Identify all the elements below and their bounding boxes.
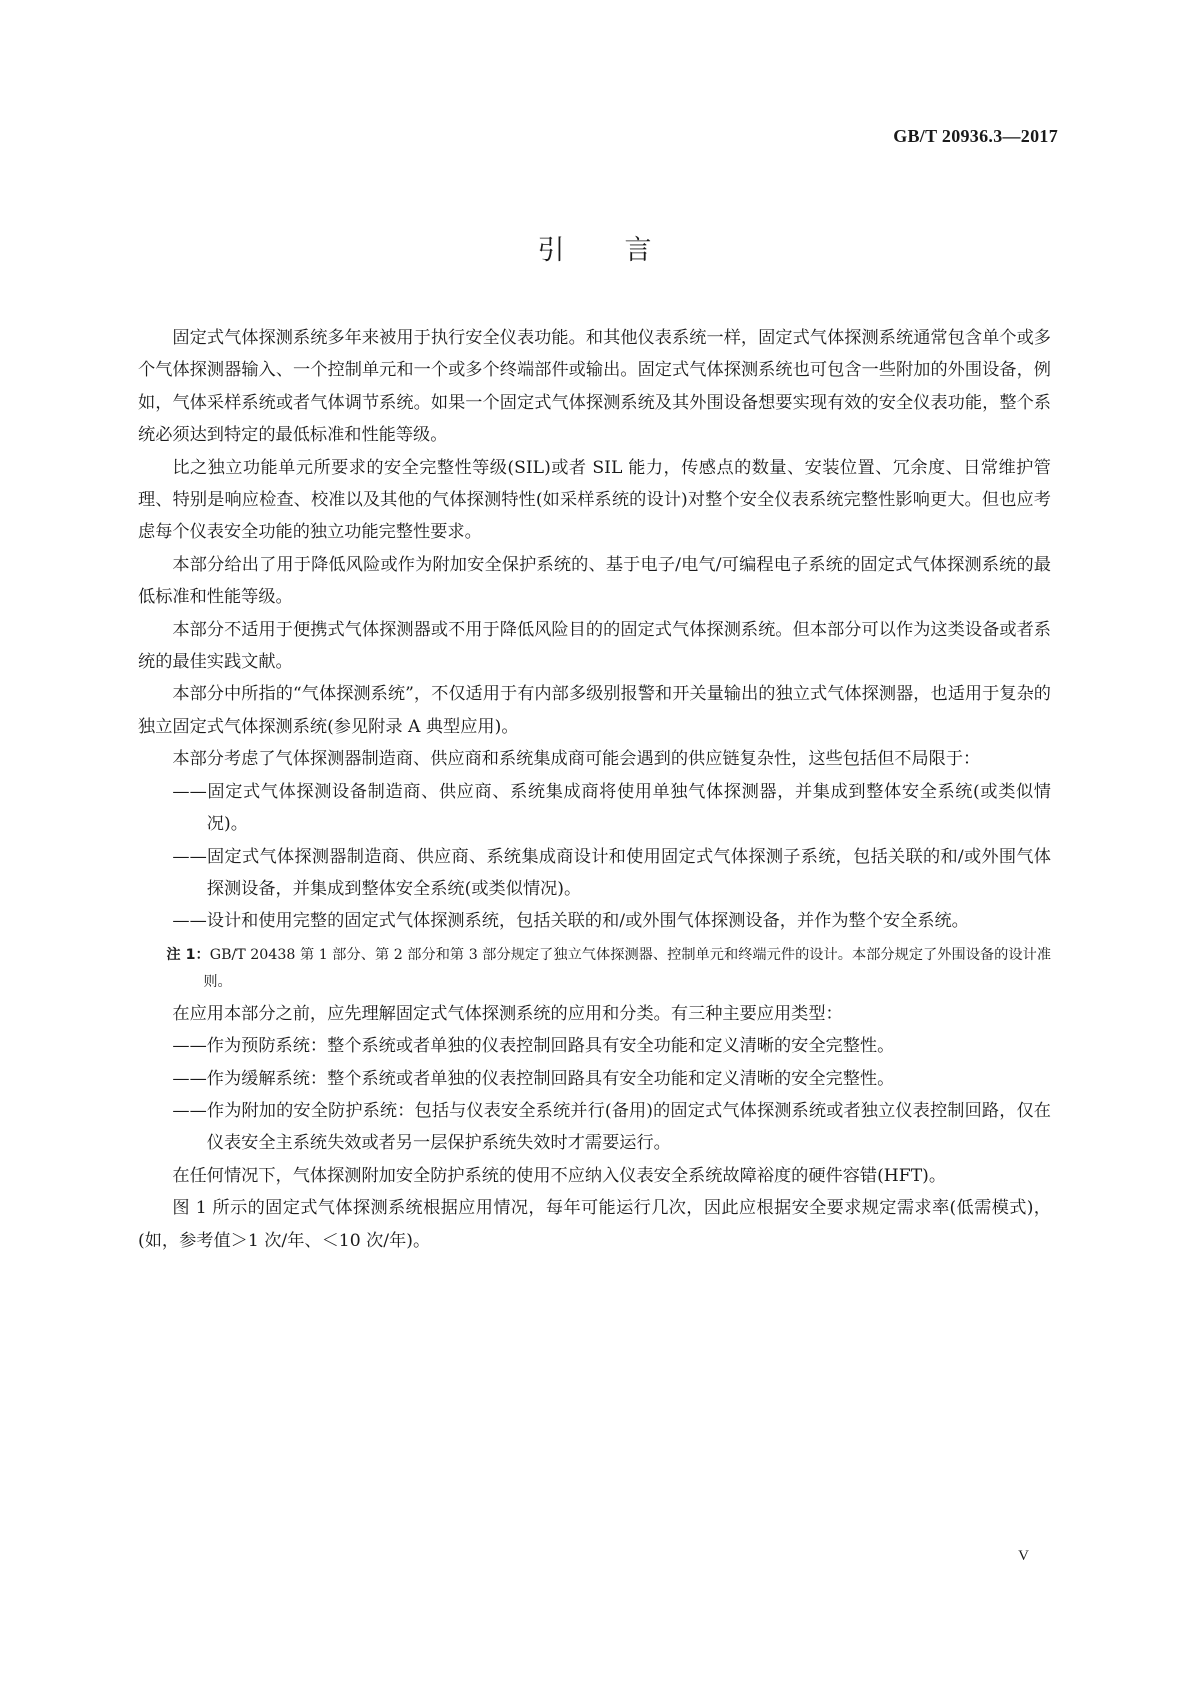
note-label: 注 1： <box>166 946 210 963</box>
paragraph: 在任何情况下，气体探测附加安全防护系统的使用不应纳入仪表安全系统故障裕度的硬件容错(HFT)。 <box>172 1165 947 1186</box>
page-title <box>0 228 1191 267</box>
title-char-2: 言 <box>624 235 654 266</box>
note-text: GB/T 20438 第 1 部分、第 2 部分和第 3 部分规定了独立气体探测器、控制单元和终端元件的设计。本部分规定了外围设备的设计准则。 <box>203 946 1052 990</box>
list-item: ——固定式气体探测器制造商、供应商、系统集成商设计和使用固定式气体探测子系统，包括关联的和/或外围气体探测设备，并集成到整体安全系统(或类似情况)。 <box>172 846 1051 899</box>
paragraph: 图 1 所示的固定式气体探测系统根据应用情况，每年可能运行几次，因此应根据安全要求规定需求率(低需模式)，(如，参考值＞1 次/年、＜10 次/年)。 <box>138 1198 1051 1251</box>
document-body <box>138 322 1051 1257</box>
title-char-1: 引 <box>537 235 567 266</box>
paragraph: 固定式气体探测系统多年来被用于执行安全仪表功能。和其他仪表系统一样，固定式气体探测系统通常包含单个或多个气体探测器输入、一个控制单元和一个或多个终端部件或输出。固定式气体探测系统也可包含一些附加的外围设备，例如，气体采样系统或者气体调节系统。如果一个固定式气体探测系统及其外围设备想要实现有效的安全仪表功能，整个系统必须达到特定的最低标准和性能等级。 <box>138 328 1051 446</box>
list-item: ——设计和使用完整的固定式气体探测系统，包括关联的和/或外围气体探测设备，并作为整个安全系统。 <box>172 911 969 932</box>
paragraph: 比之独立功能单元所要求的安全完整性等级(SIL)或者 SIL 能力，传感点的数量、安装位置、冗余度、日常维护管理、特别是响应检查、校准以及其他的气体探测特性(如采样系统的设计)对整个安全仪表系统完整性影响更大。但也应考虑每个仪表安全功能的独立功能完整性要求。 <box>138 457 1051 543</box>
list-item: ——作为预防系统：整个系统或者单独的仪表控制回路具有安全功能和定义清晰的安全完整性。 <box>172 1036 895 1057</box>
list-item: ——作为附加的安全防护系统：包括与仪表安全系统并行(备用)的固定式气体探测系统或者独立仪表控制回路，仅在仪表安全主系统失效或者另一层保护系统失效时才需要运行。 <box>172 1100 1051 1154</box>
list-item: ——固定式气体探测设备制造商、供应商、系统集成商将使用单独气体探测器，并集成到整体安全系统(或类似情况)。 <box>172 781 1051 835</box>
page-number: V <box>1018 1548 1029 1564</box>
paragraph: 本部分不适用于便携式气体探测器或不用于降低风险目的的固定式气体探测系统。但本部分可以作为这类设备或者系统的最佳实践文献。 <box>138 619 1051 673</box>
paragraph: 本部分考虑了气体探测器制造商、供应商和系统集成商可能会遇到的供应链复杂性，这些包括但不局限于： <box>172 749 981 770</box>
paragraph: 本部分给出了用于降低风险或作为附加安全保护系统的、基于电子/电气/可编程电子系统的固定式气体探测系统的最低标准和性能等级。 <box>138 554 1051 608</box>
list-item: ——作为缓解系统：整个系统或者单独的仪表控制回路具有安全功能和定义清晰的安全完整性。 <box>172 1068 895 1089</box>
paragraph: 本部分中所指的“气体探测系统”，不仅适用于有内部多级别报警和开关量输出的独立式气体探测器，也适用于复杂的独立固定式气体探测系统(参见附录 A 典型应用)。 <box>138 684 1051 737</box>
standard-code: GB/T 20936.3—2017 <box>893 126 1058 146</box>
note <box>138 942 1051 996</box>
paragraph: 在应用本部分之前，应先理解固定式气体探测系统的应用和分类。有三种主要应用类型： <box>172 1003 843 1024</box>
